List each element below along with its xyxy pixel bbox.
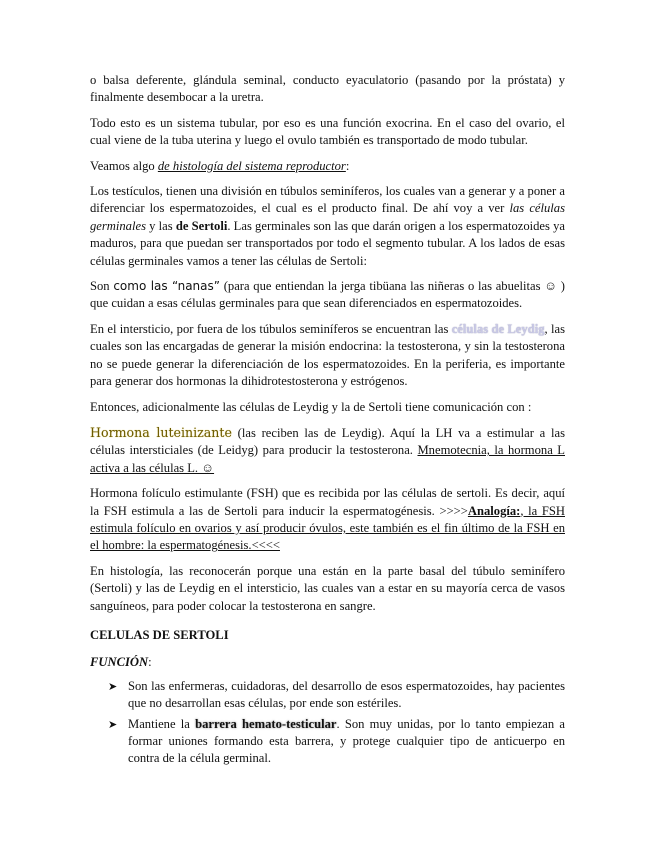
funcion-label: [90, 654, 565, 671]
mnemotecnia-underlined: Mnemotecnia, la hormona L activa a las células L. ☺: [90, 443, 565, 475]
intersticio-text-a: En el intersticio, por fuera de los túbulos seminíferos se encuentran las: [90, 321, 452, 336]
hormona-luteinizante-highlight: Hormona luteinizante: [90, 424, 232, 440]
sertoli-term: de Sertoli: [175, 218, 228, 233]
paragraph-nanas: [90, 278, 565, 313]
histologia-suffix: :: [345, 158, 350, 173]
analogia-underlined: , la FSH estimula folículo en ovarios y así producir óvulos, este también es el fin último de la FSH en el hombre: la espermatogénesis.<<<<: [90, 503, 565, 553]
fsh-text: Hormona folículo estimulante (FSH) que es recibida por las células de sertoli. Es decir, aquí la FSH estimula a las de Sertoli para inducir la espermatogénesis. >>>>: [90, 486, 565, 518]
arrow-bullet-icon: ➤: [108, 679, 118, 693]
histologia-prefix: Veamos algo: [90, 158, 158, 173]
paragraph-sistema-tubular: Todo esto es un sistema tubular, por eso es una función exocrina. En el caso del ovario, el cual viene de la tuba uterina y luego el ovulo también es transportado de modo tubular.: [90, 115, 565, 148]
testiculos-text-c: . Las germinales son las que darán origen a los espermatozoides ya maduros, para que puedan ser transportados por todo el segmento tubular. A los lados de esas células germinales vamos a tener las células de Sertoli:: [90, 218, 566, 268]
paragraph-testiculos: [90, 183, 565, 270]
bullet-text-barrera-b: . Son muy unidas, por lo tanto empiezan a formar uniones formando esta barrera, y protege cualquier tipo de anticuerpo en contra de la célula germinal.: [128, 716, 565, 766]
document-page: [90, 72, 565, 771]
paragraph-comunicacion: Entonces, adicionalmente las células de Leydig y la de Sertoli tiene comunicación con :: [90, 399, 532, 414]
testiculos-text-a: Los testículos, tienen una división en túbulos seminíferos, los cuales van a generar y a poner a diferenciar los espermatozoides, el cual es el producto final. De ahí voy a ver: [90, 184, 565, 216]
celulas-germinales-term: las células germinales: [90, 201, 565, 233]
bullet-text-barrera-a: Mantiene la: [128, 716, 196, 731]
histologia-link[interactable]: de histología del sistema reproductor: [157, 158, 346, 173]
list-item: [90, 716, 565, 768]
funcion-list: [90, 678, 565, 768]
bullet-text-enfermeras: Son las enfermeras, cuidadoras, del desarrollo de esos espermatozoides, hay pacientes que no desarrollan esas células, por ende son estériles.: [128, 678, 565, 711]
intersticio-text-b: , las cuales son las encargadas de generar la misión endocrina: la testosterona, y sin la testosterona no se puede generar la diferenciación de los espermatozoides. En la periferia, es importante para generar dos hormonas la dihidrotestosterona y estrógenos.: [90, 321, 565, 389]
analogia-label: Analogía:: [467, 503, 521, 518]
testiculos-text-b: y las: [145, 218, 176, 233]
paragraph-reconocimiento: En histología, las reconocerán porque una están en la parte basal del túbulo seminífero (Sertoli) y las de Leydig en el intersticio, las cuales van a estar en su mayoría cerca de vasos sanguíneos, para poder colocar la testosterona en sangre.: [90, 563, 565, 613]
nanas-term: como las “nanas”: [113, 279, 220, 294]
paragraph-intersticio: [90, 321, 565, 391]
barrera-hemato-testicular-highlight: barrera hemato-testicular: [195, 716, 337, 731]
arrow-bullet-icon: ➤: [108, 717, 118, 731]
nanas-text-b: (para que entiendan la jerga tibüana las niñeras o las abuelitas ☺ ) que cuidan a esas células germinales para que sean diferenciados en espermatozoides.: [90, 279, 565, 311]
paragraph-lh: [90, 424, 565, 477]
lh-text: (las reciben las de Leydig). Aquí la LH va a estimular a las células intersticiales (de Leidyg) para producir la testosterona.: [90, 425, 565, 458]
nanas-text-a: Son: [90, 279, 114, 294]
paragraph-fsh: [90, 485, 565, 555]
list-item: [90, 678, 565, 713]
paragraph-histologia-intro: [90, 158, 565, 175]
funcion-word: FUNCIÓN: [90, 655, 149, 670]
section-heading-sertoli: CELULAS DE SERTOLI: [90, 627, 229, 642]
funcion-colon: :: [148, 655, 152, 670]
celulas-leydig-highlight: células de Leydig: [451, 321, 545, 336]
paragraph-conductos: o balsa deferente, glándula seminal, conducto eyaculatorio (pasando por la próstata) y finalmente desembocar a la uretra.: [90, 73, 565, 105]
